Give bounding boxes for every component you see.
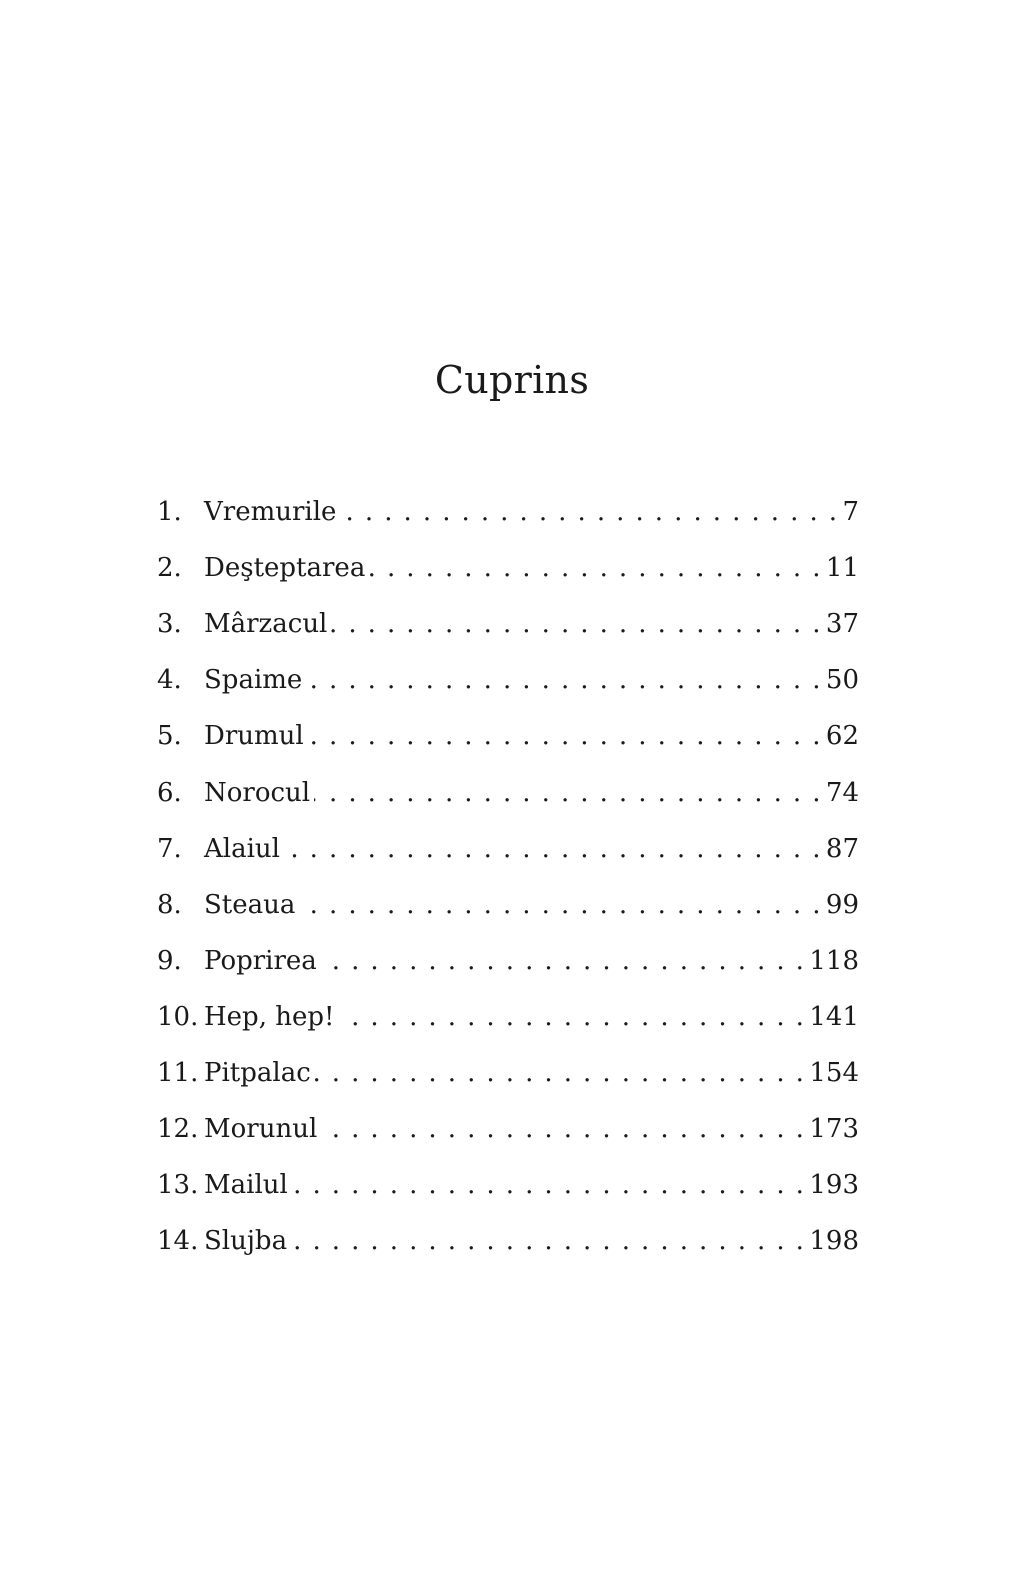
toc-entry — [157, 1157, 859, 1213]
toc-entry-page: 198 — [809, 1226, 859, 1257]
toc-entry-page: 87 — [825, 833, 859, 864]
toc-entry-number: 9. — [157, 945, 182, 976]
toc-entry — [157, 764, 859, 820]
toc-entry-page: 141 — [809, 1001, 859, 1032]
toc-entry-number: 1. — [157, 497, 182, 528]
toc-entry-page: 118 — [809, 945, 859, 976]
toc-entry-number: 5. — [157, 721, 182, 752]
toc-entry-title: Alaiul — [204, 833, 280, 864]
toc-entry — [157, 708, 859, 764]
toc-leader-dots — [340, 484, 838, 540]
toc-leader-dots — [308, 708, 822, 764]
toc-leader-dots — [292, 1157, 806, 1213]
toc-entry-page: 193 — [809, 1170, 859, 1201]
toc-entry-page: 11 — [825, 553, 859, 584]
toc-leader-dots — [321, 933, 806, 989]
toc-entry-title: Slujba — [204, 1226, 288, 1257]
toc-leader-dots — [321, 1101, 805, 1157]
toc-entry-title: Morunul — [204, 1114, 318, 1145]
toc-leader-dots — [338, 989, 805, 1045]
toc-entry-number: 2. — [157, 553, 182, 584]
toc-entry-title: Norocul — [204, 777, 311, 808]
toc-entry — [157, 933, 859, 989]
page-title: Cuprins — [434, 358, 590, 402]
toc-entry — [157, 652, 859, 708]
toc-entry-number: 6. — [157, 777, 182, 808]
toc-entry — [157, 1101, 859, 1157]
toc-entry — [157, 1045, 859, 1101]
toc-entry-page: 50 — [825, 665, 859, 696]
toc-leader-dots — [314, 765, 822, 821]
toc-entry — [157, 1213, 859, 1269]
toc-entry-page: 7 — [842, 497, 859, 528]
toc-entry — [157, 540, 859, 596]
toc-entry-page: 62 — [825, 721, 859, 752]
toc-entry-number: 14. — [157, 1226, 199, 1257]
toc-entry-title: Pitpalac — [204, 1057, 311, 1088]
toc-leader-dots — [284, 821, 822, 877]
toc-entry-title: Mailul — [204, 1170, 288, 1201]
toc-entry-title: Deşteptarea — [204, 553, 366, 584]
table-of-contents — [157, 484, 859, 1269]
toc-entry-page: 99 — [825, 889, 859, 920]
toc-entry — [157, 484, 859, 540]
toc-entry — [157, 989, 859, 1045]
toc-leader-dots — [299, 877, 822, 933]
toc-entry — [157, 596, 859, 652]
toc-entry-number: 3. — [157, 609, 182, 640]
toc-entry — [157, 821, 859, 877]
toc-leader-dots — [369, 540, 822, 596]
toc-entry-title: Steaua — [204, 889, 296, 920]
toc-leader-dots — [306, 652, 822, 708]
toc-entry-number: 12. — [157, 1114, 199, 1145]
toc-entry-number: 10. — [157, 1001, 199, 1032]
toc-entry-title: Poprirea — [204, 945, 317, 976]
toc-leader-dots — [331, 596, 822, 652]
toc-entry-number: 13. — [157, 1170, 199, 1201]
toc-entry-title: Spaime — [204, 665, 303, 696]
toc-entry-page: 173 — [809, 1114, 859, 1145]
toc-entry-page: 37 — [825, 609, 859, 640]
toc-entry — [157, 877, 859, 933]
toc-entry-number: 7. — [157, 833, 182, 864]
toc-leader-dots — [291, 1213, 805, 1269]
toc-entry-title: Mârzacul — [204, 609, 328, 640]
toc-leader-dots — [315, 1045, 806, 1101]
toc-entry-number: 4. — [157, 665, 182, 696]
toc-entry-page: 154 — [809, 1057, 859, 1088]
toc-entry-number: 8. — [157, 889, 182, 920]
toc-entry-title: Vremurile — [204, 497, 337, 528]
toc-entry-title: Hep, hep! — [204, 1001, 335, 1032]
toc-entry-page: 74 — [825, 777, 859, 808]
toc-entry-number: 11. — [157, 1057, 199, 1088]
toc-entry-title: Drumul — [204, 721, 304, 752]
